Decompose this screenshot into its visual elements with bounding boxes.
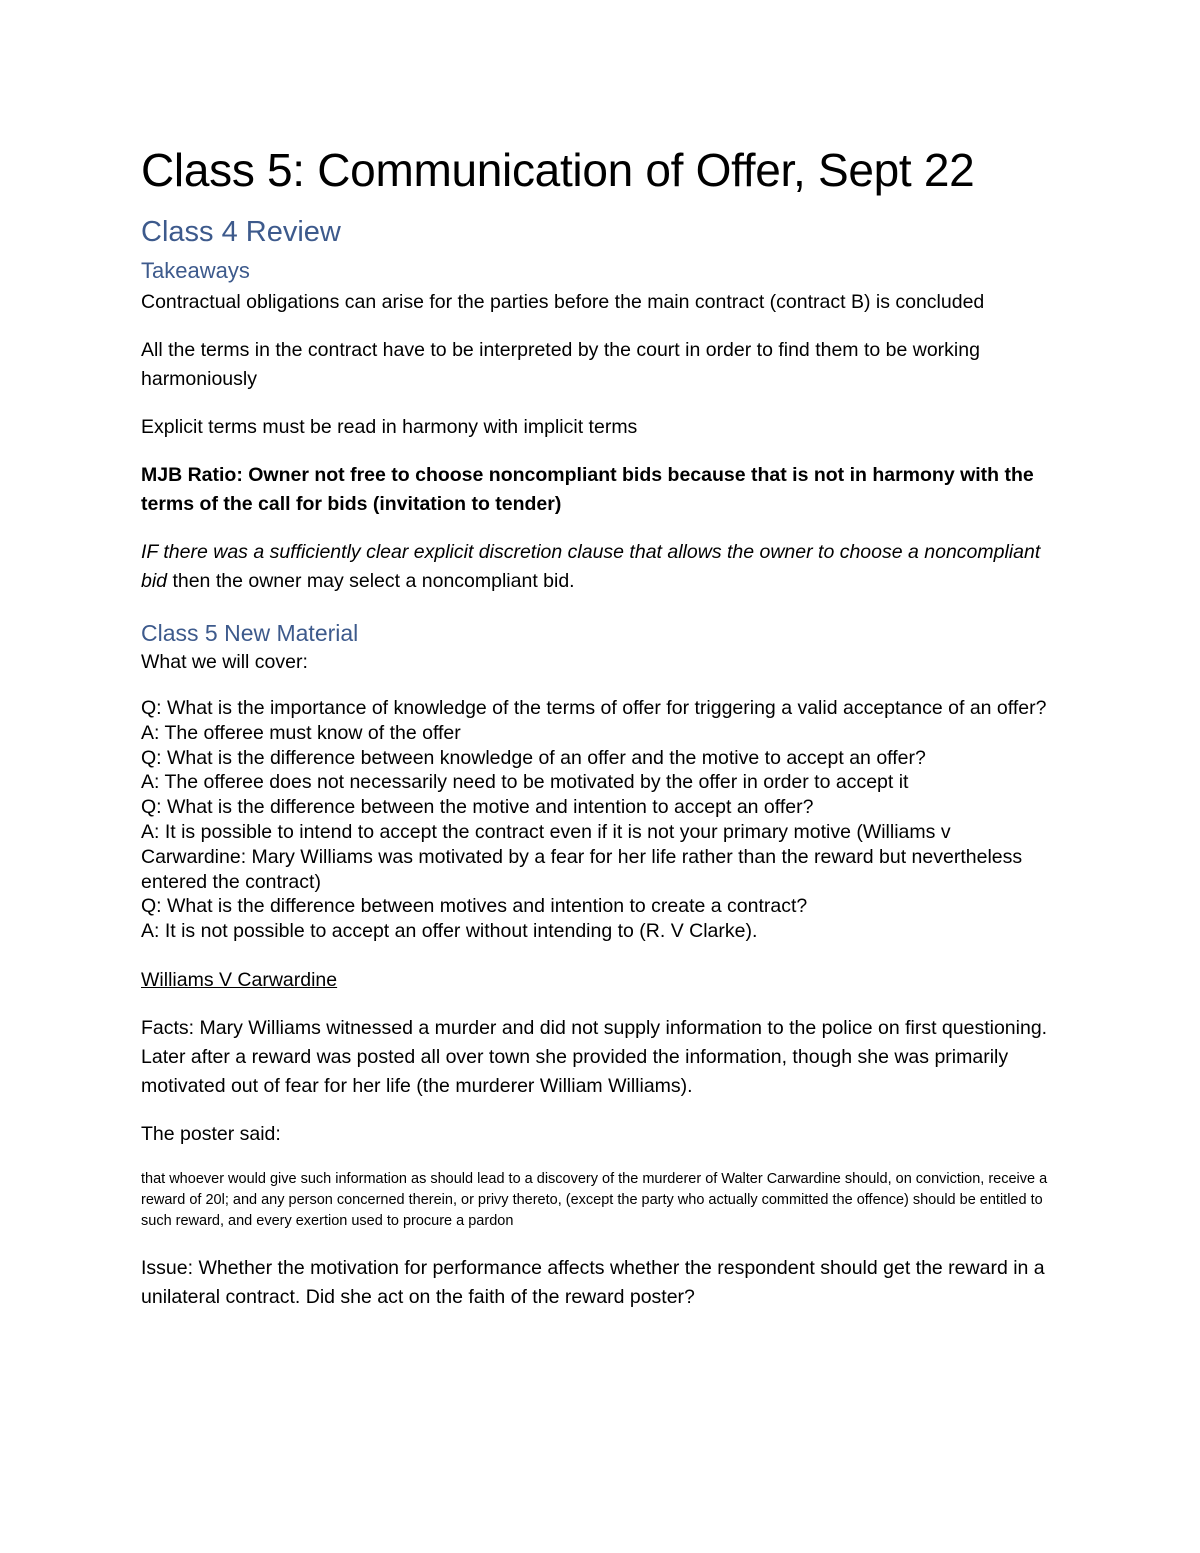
subheading-takeaways: Takeaways xyxy=(141,258,250,283)
takeaway-paragraph: All the terms in the contract have to be interpreted by the court in order to find them to be working harmoniously xyxy=(141,339,980,390)
cover-intro: What we will cover: xyxy=(141,651,308,673)
qa-line: A: It is possible to intend to accept the contract even if it is not your primary motive (Williams v Carwardine: Mary Williams was motivated by a fear for her life rather than the reward but nevertheless entered the contract) xyxy=(141,820,1023,893)
takeaway-paragraph: Explicit terms must be read in harmony with implicit terms xyxy=(141,416,638,438)
qa-line: A: The offeree must know of the offer xyxy=(141,721,461,744)
discretion-rest: then the owner may select a noncompliant bid. xyxy=(167,570,575,592)
discretion-paragraph xyxy=(141,538,1061,596)
section-heading-new-material: Class 5 New Material xyxy=(141,620,359,646)
qa-line: Q: What is the difference between knowledge of an offer and the motive to accept an offer? xyxy=(141,746,926,769)
poster-intro: The poster said: xyxy=(141,1122,281,1145)
qa-line: Q: What is the difference between motives and intention to create a contract? xyxy=(141,895,808,918)
qa-list xyxy=(141,696,1061,944)
case-title: Williams V Carwardine xyxy=(141,968,338,991)
qa-line: Q: What is the difference between the motive and intention to accept an offer? xyxy=(141,796,814,819)
takeaway-paragraph: Contractual obligations can arise for the parties before the main contract (contract B) is concluded xyxy=(141,291,985,313)
poster-quote: that whoever would give such information as should lead to a discovery of the murderer of Walter Carwardine should, on conviction, receive a reward of 20l; and any person concerned therein, or privy thereto, (except the party who actually committed the offence) should be entitled to such reward, and every exertion used to procure a pardon xyxy=(141,1170,1048,1229)
page-title: Class 5: Communication of Offer, Sept 22 xyxy=(141,144,975,196)
discretion-italic: IF there was a sufficiently clear explicit discretion clause that allows the owner to choose a noncompliant bid xyxy=(141,541,1041,592)
document-page xyxy=(141,140,1061,1312)
case-issue: Issue: Whether the motivation for performance affects whether the respondent should get the reward in a unilateral contract. Did she act on the faith of the reward poster? xyxy=(141,1256,1045,1308)
qa-line: Q: What is the importance of knowledge of the terms of offer for triggering a valid acceptance of an offer? xyxy=(141,697,1047,719)
qa-line: A: The offeree does not necessarily need to be motivated by the offer in order to accept it xyxy=(141,771,909,794)
case-facts: Facts: Mary Williams witnessed a murder and did not supply information to the police on first questioning. Later after a reward was posted all over town she provided the information, though she was primarily motivated out of fear for her life (the murderer William Williams). xyxy=(141,1016,1048,1097)
qa-line: A: It is not possible to accept an offer without intending to (R. V Clarke). xyxy=(141,920,758,943)
section-heading-review: Class 4 Review xyxy=(141,216,341,248)
mjb-ratio: MJB Ratio: Owner not free to choose noncompliant bids because that is not in harmony with the terms of the call for bids (invitation to tender) xyxy=(141,464,1034,515)
